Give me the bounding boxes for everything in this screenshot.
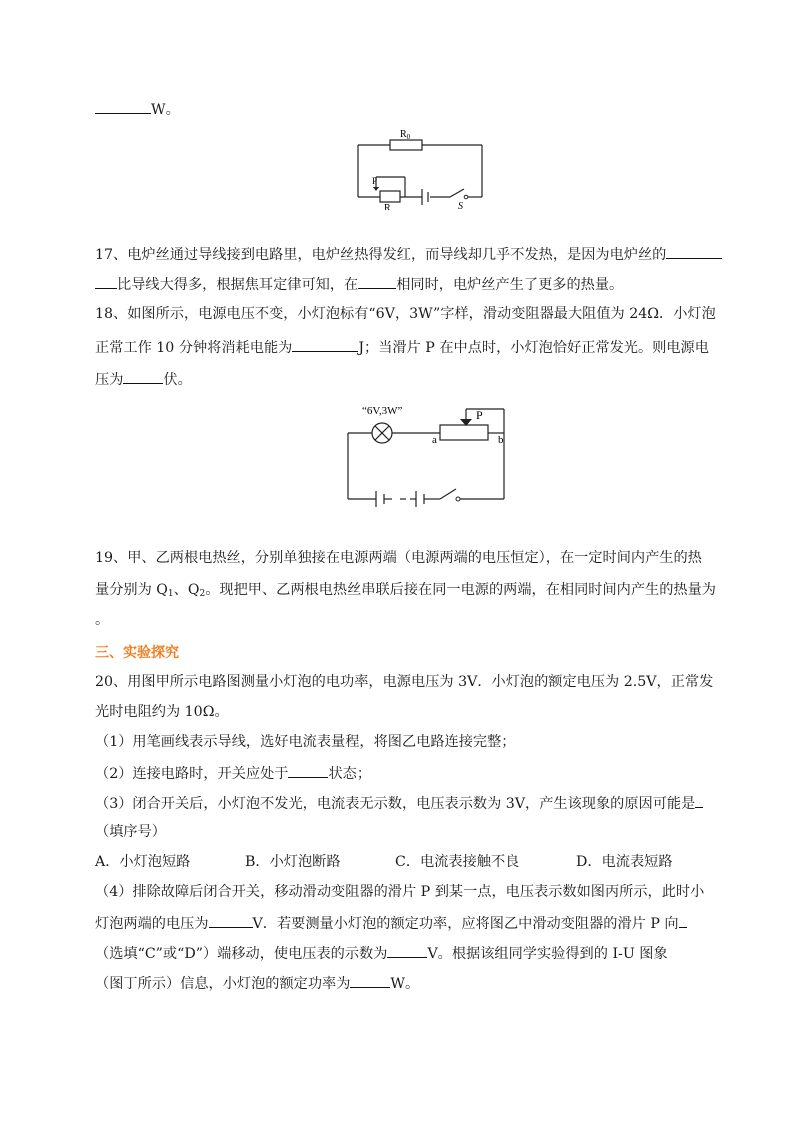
answer-blank[interactable]	[358, 273, 396, 289]
section-title: 三、实验探究	[95, 645, 179, 661]
q20-part3-line2	[95, 822, 166, 842]
q19-text3: 。	[95, 612, 110, 628]
q20-line2	[95, 702, 229, 722]
q20-p3-text1: （3）闭合开关后，小灯泡不发光，电流表无示数，电压表示数为 3V，产生该现象的原因可能是	[95, 796, 696, 812]
q17-line1	[95, 243, 722, 265]
q17-line2	[95, 273, 623, 295]
option-c: C．电流表接触不良	[395, 854, 520, 870]
q18-text2a: 正常工作 10 分钟将消耗电能为	[95, 340, 293, 356]
option-d: D．电流表短路	[576, 854, 673, 870]
q20-p4-text3b: V。根据该组同学实验得到的 I-U 图象	[427, 946, 668, 962]
q16-unit: W。	[151, 102, 180, 118]
q20-part2	[95, 762, 371, 784]
q19-line1	[95, 548, 702, 568]
answer-blank[interactable]	[292, 336, 358, 352]
rheostat	[440, 425, 488, 440]
q20-p1-text: （1）用笔画线表示导线，选好电流表量程，将图乙电路连接完整；	[95, 734, 516, 750]
option-b: B．小灯泡断路	[245, 854, 341, 870]
q19-sub1: 1	[167, 589, 174, 599]
option-a: A．小灯泡短路	[95, 854, 191, 870]
q20-p4-text1: （4）排除故障后闭合开关，移动滑动变阻器的滑片 P 到某一点，电压表示数如图丙所示，此时小	[95, 884, 705, 900]
label-r: R	[384, 203, 391, 210]
q20-p3-text2: （填序号）	[95, 824, 166, 840]
q18-text1: 18、如图所示，电源电压不变，小灯泡标有“6V，3W”字样，滑动变阻器最大阻值为 24Ω．小灯泡	[95, 306, 716, 322]
resistor-r0	[390, 140, 422, 150]
q18-text3b: 伏。	[163, 372, 192, 388]
answer-blank[interactable]	[123, 368, 163, 384]
answer-blank[interactable]	[350, 972, 390, 988]
q20-text2: 光时电阻约为 10Ω。	[95, 704, 229, 720]
answer-blank[interactable]	[387, 942, 427, 958]
label-s: S	[458, 201, 463, 210]
q20-p4-text3a: （选填“C”或“D”）端移动，使电压表的示数为	[95, 946, 388, 962]
q19-sub2: 2	[199, 589, 206, 599]
q19-text2c: 。现把甲、乙两根电热丝串联后接在同一电源的两端，在相同时间内产生的热量为	[205, 582, 716, 598]
q16-tail	[95, 98, 180, 120]
lamp-label: “6V,3W”	[362, 405, 403, 417]
q17-text2a: 比导线大得多，根据焦耳定律可知，在	[117, 277, 359, 293]
answer-blank[interactable]	[679, 912, 687, 928]
circuit-diagram-2	[340, 395, 520, 515]
answer-blank[interactable]	[695, 792, 703, 808]
q20-p4-text2a: 灯泡两端的电压为	[95, 916, 209, 932]
q20-options	[95, 852, 673, 872]
q20-part4-line3	[95, 942, 668, 964]
answer-blank[interactable]	[95, 273, 117, 289]
q18-line2	[95, 336, 709, 358]
q20-p4-text4b: W。	[390, 976, 420, 992]
q20-p4-text2b: V．若要测量小灯泡的额定功率，应将图乙中滑动变阻器的滑片 P 向	[252, 916, 679, 932]
q20-part4-line1	[95, 882, 704, 902]
rheostat-r	[380, 191, 400, 202]
q19-line3	[95, 610, 109, 630]
q20-p2-text-a: （2）连接电路时，开关应处于	[95, 766, 289, 782]
q20-p4-text4a: （图丁所示）信息，小灯泡的额定功率为	[95, 976, 351, 992]
q17-text2b: 相同时，电炉丝产生了更多的热量。	[396, 277, 624, 293]
q18-text2b: J；当滑片 P 在中点时，小灯泡恰好正常发光。则电源电	[358, 340, 709, 356]
q19-text2b: 、Q	[173, 582, 200, 598]
label-p: P	[372, 176, 378, 186]
switch-contact-icon	[464, 195, 468, 199]
q20-part4-line4	[95, 972, 419, 994]
answer-blank[interactable]	[209, 912, 253, 928]
q20-part3-line1	[95, 792, 703, 814]
slider-arrow-icon	[373, 187, 379, 191]
q18-line1	[95, 304, 716, 324]
q20-line1	[95, 672, 713, 692]
label-p: P	[476, 408, 483, 422]
answer-blank[interactable]	[288, 762, 328, 778]
q20-part4-line2	[95, 912, 687, 934]
label-r0: $R_0$	[400, 129, 411, 141]
q19-text2a: 量分别为 Q	[95, 582, 168, 598]
q20-p2-text-b: 状态；	[328, 766, 372, 782]
q18-text3a: 压为	[95, 372, 124, 388]
q20-text1: 20、用图甲所示电路图测量小灯泡的电功率，电源电压为 3V．小灯泡的额定电压为 2.5V，正常发	[95, 674, 714, 690]
answer-blank[interactable]	[666, 243, 722, 259]
label-a: a	[432, 434, 437, 446]
switch-contact-icon	[456, 497, 460, 501]
q18-line3	[95, 368, 192, 390]
q19-text1: 19、甲、乙两根电热丝，分别单独接在电源两端（电源两端的电压恒定），在一定时间内产生的热	[95, 550, 702, 566]
label-b: b	[498, 434, 504, 446]
q20-part1	[95, 732, 515, 752]
q19-line2	[95, 580, 716, 604]
q17-text1: 17、电炉丝通过导线接到电路里，电炉丝热得发红，而导线却几乎不发热，是因为电炉丝的	[95, 247, 667, 263]
circuit-diagram-1	[350, 125, 490, 210]
answer-blank[interactable]	[95, 98, 151, 114]
